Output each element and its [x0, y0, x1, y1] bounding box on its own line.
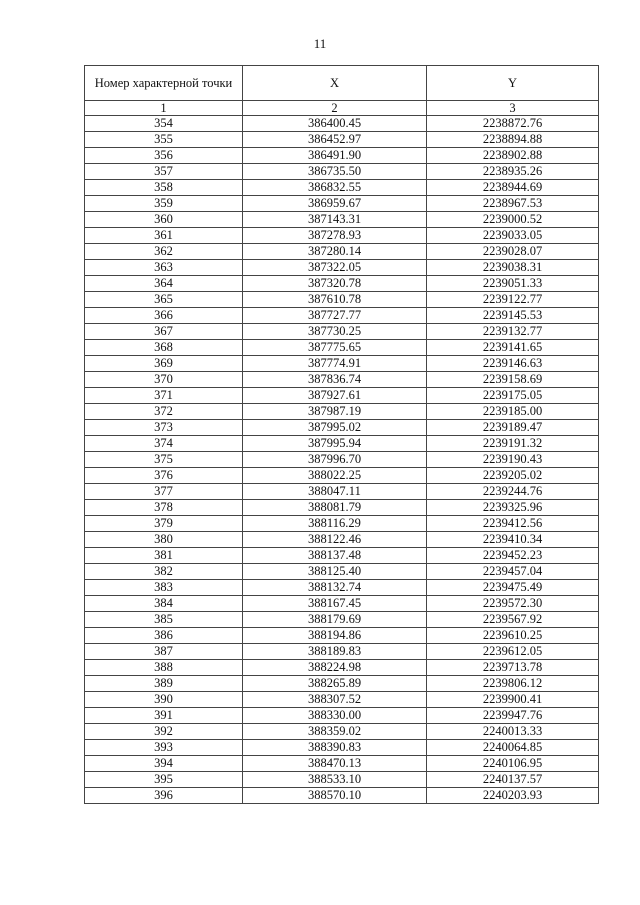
point-number-cell: 368	[85, 340, 243, 356]
table-row	[85, 260, 599, 276]
table-row	[85, 724, 599, 740]
y-coordinate-cell: 2240013.33	[427, 724, 599, 740]
point-number-cell: 371	[85, 388, 243, 404]
table-row	[85, 276, 599, 292]
point-number-cell: 393	[85, 740, 243, 756]
column-index: 2	[243, 101, 427, 116]
page-number: 11	[313, 36, 327, 51]
x-coordinate-cell: 386832.55	[243, 180, 427, 196]
point-number-cell: 385	[85, 612, 243, 628]
y-coordinate-cell: 2239145.53	[427, 308, 599, 324]
y-coordinate-cell: 2239146.63	[427, 356, 599, 372]
table-row	[85, 164, 599, 180]
table-row	[85, 244, 599, 260]
table-row	[85, 324, 599, 340]
table-row	[85, 292, 599, 308]
x-coordinate-cell: 387987.19	[243, 404, 427, 420]
table-row	[85, 772, 599, 788]
coordinates-table	[84, 65, 599, 804]
column-index: 1	[85, 101, 243, 116]
table-row	[85, 420, 599, 436]
x-coordinate-cell: 386959.67	[243, 196, 427, 212]
y-coordinate-cell: 2238944.69	[427, 180, 599, 196]
table-body	[85, 101, 599, 804]
point-number-cell: 362	[85, 244, 243, 260]
table-header-row	[85, 66, 599, 101]
point-number-cell: 379	[85, 516, 243, 532]
table-row	[85, 740, 599, 756]
point-number-cell: 388	[85, 660, 243, 676]
point-number-cell: 376	[85, 468, 243, 484]
x-coordinate-cell: 388533.10	[243, 772, 427, 788]
x-coordinate-cell: 386452.97	[243, 132, 427, 148]
point-number-cell: 377	[85, 484, 243, 500]
x-coordinate-cell: 388022.25	[243, 468, 427, 484]
x-coordinate-cell: 387775.65	[243, 340, 427, 356]
y-coordinate-cell: 2238967.53	[427, 196, 599, 212]
point-number-cell: 364	[85, 276, 243, 292]
table-row	[85, 788, 599, 804]
x-coordinate-cell: 388265.89	[243, 676, 427, 692]
y-coordinate-cell: 2240064.85	[427, 740, 599, 756]
table-row	[85, 356, 599, 372]
y-coordinate-cell: 2238894.88	[427, 132, 599, 148]
y-coordinate-cell: 2239713.78	[427, 660, 599, 676]
point-number-cell: 359	[85, 196, 243, 212]
table-row	[85, 612, 599, 628]
table-row	[85, 468, 599, 484]
y-coordinate-cell: 2239410.34	[427, 532, 599, 548]
table-row	[85, 452, 599, 468]
point-number-cell: 383	[85, 580, 243, 596]
y-coordinate-cell: 2239610.25	[427, 628, 599, 644]
y-coordinate-cell: 2239175.05	[427, 388, 599, 404]
table-row	[85, 596, 599, 612]
y-coordinate-cell: 2239900.41	[427, 692, 599, 708]
table-row	[85, 404, 599, 420]
y-coordinate-cell: 2239412.56	[427, 516, 599, 532]
y-coordinate-cell: 2238872.76	[427, 116, 599, 132]
x-coordinate-cell: 387610.78	[243, 292, 427, 308]
header-y: Y	[427, 66, 599, 101]
column-index: 3	[427, 101, 599, 116]
header-x: X	[243, 66, 427, 101]
y-coordinate-cell: 2239572.30	[427, 596, 599, 612]
y-coordinate-cell: 2239947.76	[427, 708, 599, 724]
x-coordinate-cell: 388132.74	[243, 580, 427, 596]
table-row	[85, 116, 599, 132]
x-coordinate-cell: 388167.45	[243, 596, 427, 612]
x-coordinate-cell: 388047.11	[243, 484, 427, 500]
x-coordinate-cell: 386400.45	[243, 116, 427, 132]
x-coordinate-cell: 386491.90	[243, 148, 427, 164]
point-number-cell: 390	[85, 692, 243, 708]
x-coordinate-cell: 388330.00	[243, 708, 427, 724]
x-coordinate-cell: 387995.94	[243, 436, 427, 452]
point-number-cell: 361	[85, 228, 243, 244]
point-number-cell: 395	[85, 772, 243, 788]
table-row	[85, 212, 599, 228]
point-number-cell: 366	[85, 308, 243, 324]
point-number-cell: 356	[85, 148, 243, 164]
point-number-cell: 354	[85, 116, 243, 132]
column-index-row	[85, 101, 599, 116]
x-coordinate-cell: 388137.48	[243, 548, 427, 564]
y-coordinate-cell: 2239452.23	[427, 548, 599, 564]
x-coordinate-cell: 388390.83	[243, 740, 427, 756]
y-coordinate-cell: 2239158.69	[427, 372, 599, 388]
x-coordinate-cell: 387727.77	[243, 308, 427, 324]
table-row	[85, 484, 599, 500]
y-coordinate-cell: 2239038.31	[427, 260, 599, 276]
table-row	[85, 228, 599, 244]
x-coordinate-cell: 388125.40	[243, 564, 427, 580]
x-coordinate-cell: 387996.70	[243, 452, 427, 468]
y-coordinate-cell: 2239325.96	[427, 500, 599, 516]
point-number-cell: 358	[85, 180, 243, 196]
y-coordinate-cell: 2238935.26	[427, 164, 599, 180]
x-coordinate-cell: 387322.05	[243, 260, 427, 276]
point-number-cell: 374	[85, 436, 243, 452]
table-row	[85, 548, 599, 564]
y-coordinate-cell: 2239000.52	[427, 212, 599, 228]
point-number-cell: 369	[85, 356, 243, 372]
point-number-cell: 389	[85, 676, 243, 692]
table-row	[85, 692, 599, 708]
table-row	[85, 516, 599, 532]
point-number-cell: 382	[85, 564, 243, 580]
y-coordinate-cell: 2239141.65	[427, 340, 599, 356]
point-number-cell: 380	[85, 532, 243, 548]
x-coordinate-cell: 386735.50	[243, 164, 427, 180]
point-number-cell: 387	[85, 644, 243, 660]
x-coordinate-cell: 388359.02	[243, 724, 427, 740]
point-number-cell: 386	[85, 628, 243, 644]
x-coordinate-cell: 387774.91	[243, 356, 427, 372]
y-coordinate-cell: 2239033.05	[427, 228, 599, 244]
x-coordinate-cell: 388224.98	[243, 660, 427, 676]
table-row	[85, 756, 599, 772]
x-coordinate-cell: 387143.31	[243, 212, 427, 228]
table-row	[85, 308, 599, 324]
table-row	[85, 580, 599, 596]
table-row	[85, 564, 599, 580]
x-coordinate-cell: 387927.61	[243, 388, 427, 404]
x-coordinate-cell: 387730.25	[243, 324, 427, 340]
x-coordinate-cell: 387836.74	[243, 372, 427, 388]
table-row	[85, 132, 599, 148]
y-coordinate-cell: 2239132.77	[427, 324, 599, 340]
x-coordinate-cell: 388179.69	[243, 612, 427, 628]
x-coordinate-cell: 387995.02	[243, 420, 427, 436]
x-coordinate-cell: 388307.52	[243, 692, 427, 708]
point-number-cell: 367	[85, 324, 243, 340]
point-number-cell: 363	[85, 260, 243, 276]
y-coordinate-cell: 2239205.02	[427, 468, 599, 484]
point-number-cell: 360	[85, 212, 243, 228]
point-number-cell: 357	[85, 164, 243, 180]
point-number-cell: 372	[85, 404, 243, 420]
x-coordinate-cell: 388189.83	[243, 644, 427, 660]
point-number-cell: 394	[85, 756, 243, 772]
x-coordinate-cell: 388116.29	[243, 516, 427, 532]
y-coordinate-cell: 2240203.93	[427, 788, 599, 804]
y-coordinate-cell: 2239190.43	[427, 452, 599, 468]
y-coordinate-cell: 2239457.04	[427, 564, 599, 580]
x-coordinate-cell: 388194.86	[243, 628, 427, 644]
table-row	[85, 436, 599, 452]
table-row	[85, 500, 599, 516]
y-coordinate-cell: 2239806.12	[427, 676, 599, 692]
point-number-cell: 355	[85, 132, 243, 148]
x-coordinate-cell: 388081.79	[243, 500, 427, 516]
y-coordinate-cell: 2239185.00	[427, 404, 599, 420]
x-coordinate-cell: 388122.46	[243, 532, 427, 548]
table-row	[85, 676, 599, 692]
x-coordinate-cell: 388570.10	[243, 788, 427, 804]
x-coordinate-cell: 387278.93	[243, 228, 427, 244]
table-row	[85, 644, 599, 660]
y-coordinate-cell: 2239189.47	[427, 420, 599, 436]
table-row	[85, 628, 599, 644]
y-coordinate-cell: 2240137.57	[427, 772, 599, 788]
point-number-cell: 375	[85, 452, 243, 468]
y-coordinate-cell: 2239612.05	[427, 644, 599, 660]
y-coordinate-cell: 2239475.49	[427, 580, 599, 596]
point-number-cell: 370	[85, 372, 243, 388]
table-row	[85, 148, 599, 164]
y-coordinate-cell: 2239051.33	[427, 276, 599, 292]
y-coordinate-cell: 2239028.07	[427, 244, 599, 260]
x-coordinate-cell: 387280.14	[243, 244, 427, 260]
table-row	[85, 708, 599, 724]
point-number-cell: 381	[85, 548, 243, 564]
y-coordinate-cell: 2238902.88	[427, 148, 599, 164]
y-coordinate-cell: 2240106.95	[427, 756, 599, 772]
point-number-cell: 391	[85, 708, 243, 724]
table-row	[85, 388, 599, 404]
table-row	[85, 532, 599, 548]
table-row	[85, 180, 599, 196]
y-coordinate-cell: 2239122.77	[427, 292, 599, 308]
point-number-cell: 396	[85, 788, 243, 804]
table-row	[85, 660, 599, 676]
y-coordinate-cell: 2239191.32	[427, 436, 599, 452]
x-coordinate-cell: 387320.78	[243, 276, 427, 292]
table-row	[85, 372, 599, 388]
point-number-cell: 373	[85, 420, 243, 436]
header-point-number: Номер характерной точки	[85, 66, 243, 101]
y-coordinate-cell: 2239567.92	[427, 612, 599, 628]
y-coordinate-cell: 2239244.76	[427, 484, 599, 500]
table-row	[85, 340, 599, 356]
x-coordinate-cell: 388470.13	[243, 756, 427, 772]
point-number-cell: 365	[85, 292, 243, 308]
table-row	[85, 196, 599, 212]
point-number-cell: 392	[85, 724, 243, 740]
point-number-cell: 378	[85, 500, 243, 516]
point-number-cell: 384	[85, 596, 243, 612]
